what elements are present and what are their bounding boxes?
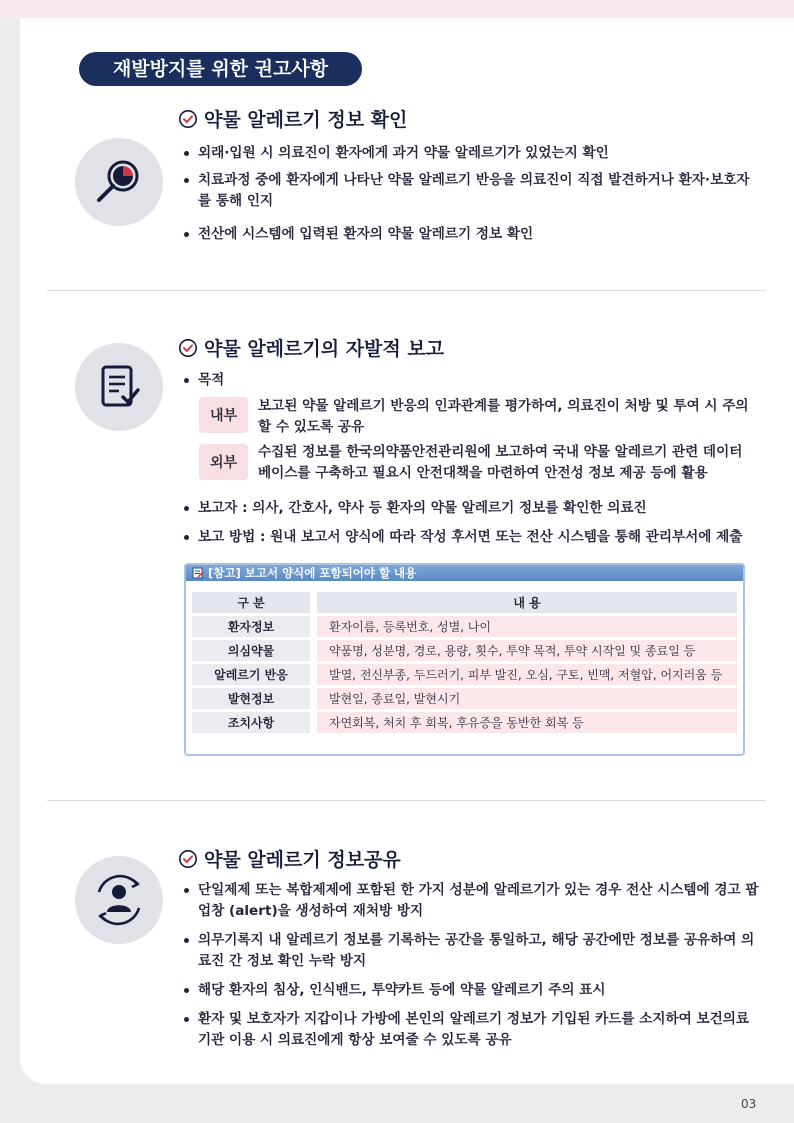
- tag-external-text: 수집된 정보를 한국의약품안전관리원에 보고하여 국내 약물 알레르기 관련 데이터베이스를 구축하고 필요시 안전대책을 마련하여 안전성 정보 제공 등에 활용: [258, 444, 743, 481]
- tag-external: 외부: [199, 444, 248, 480]
- section-title-text: 약물 알레르기 정보공유: [204, 849, 401, 871]
- divider: [47, 800, 766, 801]
- list-item: 목적: [182, 370, 762, 391]
- reference-title: [참고] 보고서 양식에 포함되어야 할 내용: [208, 566, 417, 580]
- table-row: [192, 616, 737, 637]
- page-number: 03: [741, 1097, 757, 1111]
- reference-table: [192, 589, 737, 736]
- table-row: [192, 640, 737, 661]
- table-cell-content: 환자이름, 등록번호, 성별, 나이: [317, 616, 737, 637]
- table-row: [192, 688, 737, 709]
- section-1-bullets: [182, 143, 762, 245]
- list-item: 전산에 시스템에 입력된 환자의 약물 알레르기 정보 확인: [182, 224, 762, 245]
- check-circle-icon: [178, 109, 198, 129]
- reference-box: [184, 563, 745, 756]
- column-header: 내 용: [317, 592, 737, 613]
- table-row: [192, 712, 737, 733]
- section-title-text: 약물 알레르기의 자발적 보고: [204, 338, 445, 360]
- table-row: [192, 664, 737, 685]
- table-cell-category: 알레르기 반응: [192, 664, 310, 685]
- table-cell-category: 조치사항: [192, 712, 310, 733]
- section-title-text: 약물 알레르기 정보 확인: [204, 109, 408, 131]
- section-title-3: [178, 845, 401, 872]
- table-header-row: [192, 592, 737, 613]
- report-check-icon: [75, 343, 163, 431]
- check-circle-icon: [178, 338, 198, 358]
- table-cell-content: 자연회복, 처치 후 회복, 후유증을 동반한 회복 등: [317, 712, 737, 733]
- table-cell-content: 발현일, 종료일, 발현시기: [317, 688, 737, 709]
- list-item: 의무기록지 내 알레르기 정보를 기록하는 공간을 통일하고, 해당 공간에만 정보를 공유하여 의료진 간 정보 확인 누락 방지: [182, 930, 762, 972]
- list-item: 치료과정 중에 환자에게 나타난 약물 알레르기 반응을 의료진이 직접 발견하거나 환자·보호자를 통해 인지: [182, 170, 762, 212]
- list-item: 보고 방법 : 원내 보고서 양식에 따라 작성 후서면 또는 전산 시스템을 통해 관리부서에 제출: [182, 527, 762, 548]
- magnifier-chart-icon: [75, 138, 163, 226]
- page-title: 재발방지를 위한 권고사항: [79, 52, 362, 86]
- purpose-list: [182, 370, 762, 391]
- note-edit-icon: [192, 567, 204, 579]
- section-title-1: [178, 105, 407, 132]
- section-2-bullets: [182, 498, 762, 548]
- reference-header: [186, 565, 743, 581]
- table-cell-category: 발현정보: [192, 688, 310, 709]
- section-title-2: [178, 334, 444, 361]
- user-share-icon: [75, 856, 163, 944]
- list-item: 단일제제 또는 복합제제에 포함된 한 가지 성분에 알레르기가 있는 경우 전산 시스템에 경고 팝업창 (alert)을 생성하여 재처방 방지: [182, 880, 762, 922]
- table-cell-content: 발열, 전신부종, 두드러기, 피부 발진, 오심, 구토, 빈맥, 저혈압, 어지러움 등: [317, 664, 737, 685]
- column-header: 구 분: [192, 592, 310, 613]
- table-cell-content: 약품명, 성분명, 경로, 용량, 횟수, 투약 목적, 투약 시작일 및 종료일 등: [317, 640, 737, 661]
- section-3-bullets: [182, 880, 762, 1051]
- tag-internal: 내부: [199, 397, 248, 433]
- list-item: 환자 및 보호자가 지갑이나 가방에 본인의 알레르기 정보가 기입된 카드를 소지하여 보건의료기관 이용 시 의료진에게 항상 보여줄 수 있도록 공유: [182, 1009, 762, 1051]
- table-cell-category: 의심약물: [192, 640, 310, 661]
- divider: [47, 290, 766, 291]
- list-item: 해당 환자의 침상, 인식밴드, 투약카트 등에 약물 알레르기 주의 표시: [182, 980, 762, 1001]
- table-cell-category: 환자정보: [192, 616, 310, 637]
- check-circle-icon: [178, 849, 198, 869]
- top-band: [0, 0, 794, 18]
- list-item: 보고자 : 의사, 간호사, 약사 등 환자의 약물 알레르기 정보를 확인한 의료진: [182, 498, 762, 519]
- tag-internal-text: 보고된 약물 알레르기 반응의 인과관계를 평가하여, 의료진이 처방 및 투여 시 주의할 수 있도록 공유: [258, 398, 749, 435]
- list-item: 외래·입원 시 의료진이 환자에게 과거 약물 알레르기가 있었는지 확인: [182, 143, 762, 164]
